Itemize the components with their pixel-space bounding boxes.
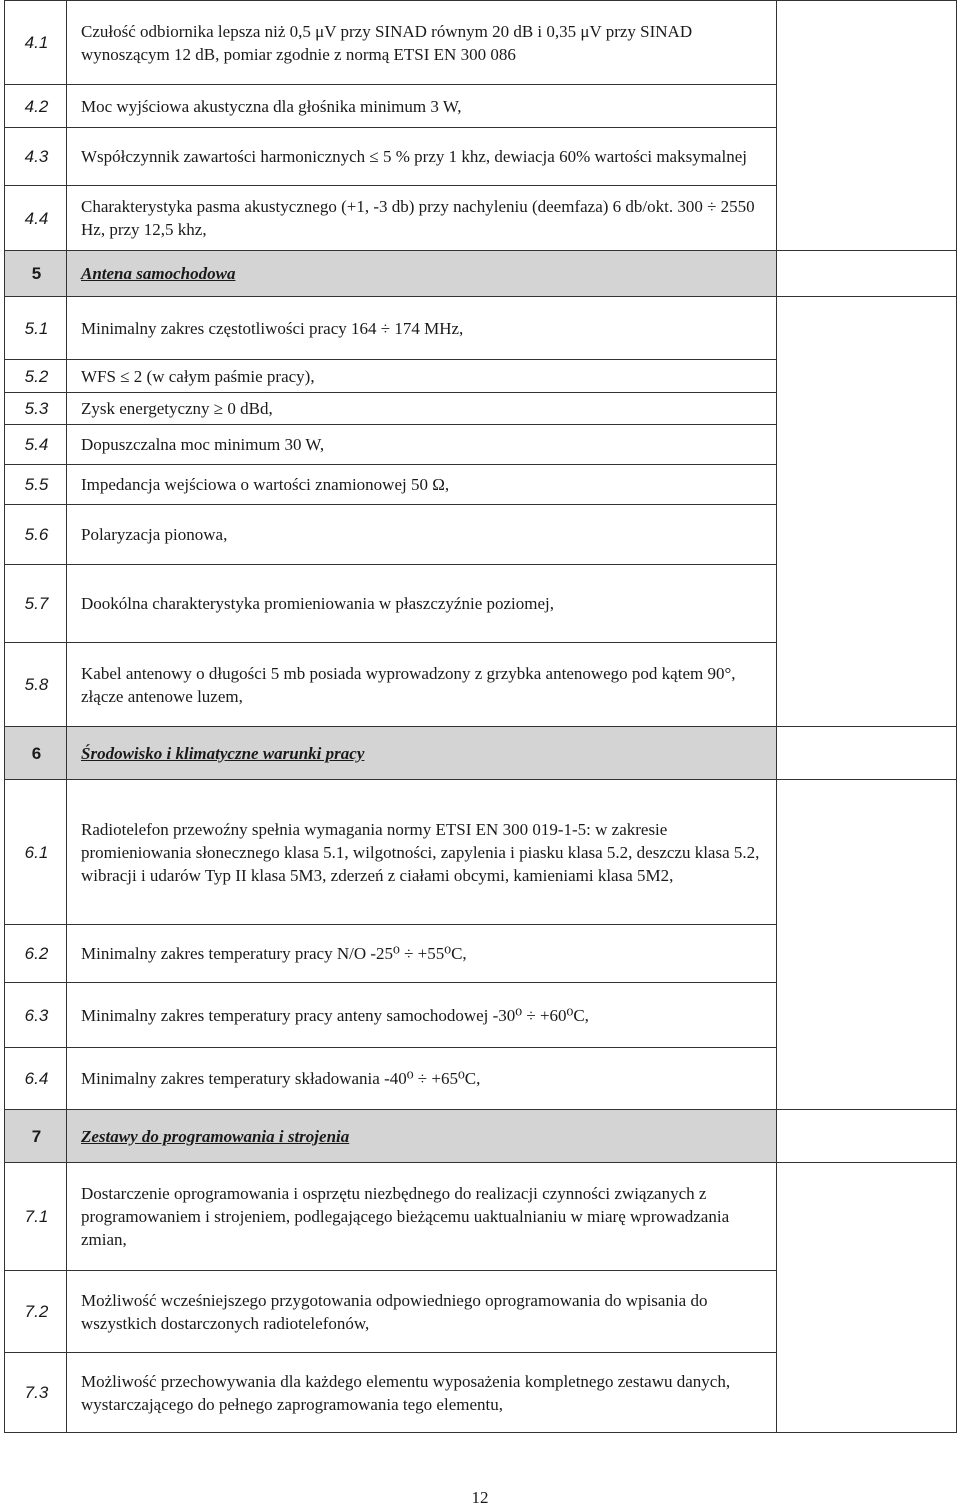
row-text: Czułość odbiornika lepsza niż 0,5 μV przy SINAD równym 20 dB i 0,35 μV przy SINAD wynoszącym 12 dB, pomiar zgodnie z normą ETSI EN 300 086 — [67, 1, 777, 85]
row-number: 7.2 — [5, 1271, 67, 1353]
row-text: Minimalny zakres częstotliwości pracy 164 ÷ 174 MHz, — [67, 297, 777, 360]
table-row — [5, 1, 957, 85]
row-number: 6.1 — [5, 780, 67, 925]
row-text: Dopuszczalna moc minimum 30 W, — [67, 425, 777, 465]
section-title: Środowisko i klimatyczne warunki pracy — [67, 727, 777, 780]
row-number: 5.8 — [5, 643, 67, 727]
row-text: Współczynnik zawartości harmonicznych ≤ 5 % przy 1 khz, dewiacja 60% wartości maksymalnej — [67, 128, 777, 186]
row-number: 6.3 — [5, 983, 67, 1048]
row-number: 7.1 — [5, 1163, 67, 1271]
row-text: Możliwość wcześniejszego przygotowania odpowiedniego oprogramowania do wpisania do wszystkich dostarczonych radiotelefonów, — [67, 1271, 777, 1353]
row-text: WFS ≤ 2 (w całym paśmie pracy), — [67, 360, 777, 393]
section-title: Antena samochodowa — [67, 251, 777, 297]
section-number: 6 — [5, 727, 67, 780]
row-text: Dookólna charakterystyka promieniowania w płaszczyźnie poziomej, — [67, 565, 777, 643]
row-number: 5.2 — [5, 360, 67, 393]
row-number: 4.4 — [5, 186, 67, 251]
row-number: 4.1 — [5, 1, 67, 85]
section-number: 5 — [5, 251, 67, 297]
row-number: 5.6 — [5, 505, 67, 565]
row-text: Moc wyjściowa akustyczna dla głośnika minimum 3 W, — [67, 85, 777, 128]
section-header-row — [5, 251, 957, 297]
row-text: Kabel antenowy o długości 5 mb posiada wyprowadzony z grzybka antenowego pod kątem 90°, złącze antenowe luzem, — [67, 643, 777, 727]
section-header-row — [5, 727, 957, 780]
compliance-cell[interactable] — [777, 1, 957, 251]
section-number: 7 — [5, 1110, 67, 1163]
compliance-cell[interactable] — [777, 1163, 957, 1433]
row-number: 5.5 — [5, 465, 67, 505]
row-number: 5.3 — [5, 393, 67, 425]
row-text: Dostarczenie oprogramowania i osprzętu niezbędnego do realizacji czynności związanych z programowaniem i strojeniem, podlegającego bieżącemu uaktualnianiu w miarę wprowadzania zmian, — [67, 1163, 777, 1271]
section-title: Zestawy do programowania i strojenia — [67, 1110, 777, 1163]
table-row — [5, 780, 957, 925]
row-text: Możliwość przechowywania dla każdego elementu wyposażenia kompletnego zestawu danych, wystarczającego do pełnego zaprogramowania tego elementu, — [67, 1353, 777, 1433]
compliance-cell[interactable] — [777, 251, 957, 297]
row-text: Minimalny zakres temperatury pracy N/O -25⁰ ÷ +55⁰C, — [67, 925, 777, 983]
row-text: Minimalny zakres temperatury składowania -40⁰ ÷ +65⁰C, — [67, 1048, 777, 1110]
row-number: 5.7 — [5, 565, 67, 643]
row-number: 4.2 — [5, 85, 67, 128]
row-text: Minimalny zakres temperatury pracy anteny samochodowej -30⁰ ÷ +60⁰C, — [67, 983, 777, 1048]
row-number: 6.2 — [5, 925, 67, 983]
table-row — [5, 1163, 957, 1271]
row-number: 6.4 — [5, 1048, 67, 1110]
row-text: Radiotelefon przewoźny spełnia wymagania normy ETSI EN 300 019-1-5: w zakresie promieniowania słonecznego klasa 5.1, wilgotności, zapylenia i piasku klasa 5.2, deszczu klasa 5.2, wibracji i udarów Typ II klasa 5M3, zderzeń z ciałami obcymi, kamieniami klasa 5M2, — [67, 780, 777, 925]
row-number: 5.1 — [5, 297, 67, 360]
row-number: 5.4 — [5, 425, 67, 465]
row-text: Polaryzacja pionowa, — [67, 505, 777, 565]
table-row — [5, 297, 957, 360]
section-header-row — [5, 1110, 957, 1163]
row-number: 4.3 — [5, 128, 67, 186]
row-text: Charakterystyka pasma akustycznego (+1, -3 db) przy nachyleniu (deemfaza) 6 db/okt. 300 ÷ 2550 Hz, przy 12,5 khz, — [67, 186, 777, 251]
page-number: 12 — [471, 1488, 489, 1507]
row-text: Zysk energetyczny ≥ 0 dBd, — [67, 393, 777, 425]
compliance-cell[interactable] — [777, 297, 957, 727]
row-number: 7.3 — [5, 1353, 67, 1433]
row-text: Impedancja wejściowa o wartości znamionowej 50 Ω, — [67, 465, 777, 505]
compliance-cell[interactable] — [777, 727, 957, 780]
compliance-cell[interactable] — [777, 1110, 957, 1163]
compliance-cell[interactable] — [777, 780, 957, 1110]
specification-table — [4, 0, 957, 1433]
